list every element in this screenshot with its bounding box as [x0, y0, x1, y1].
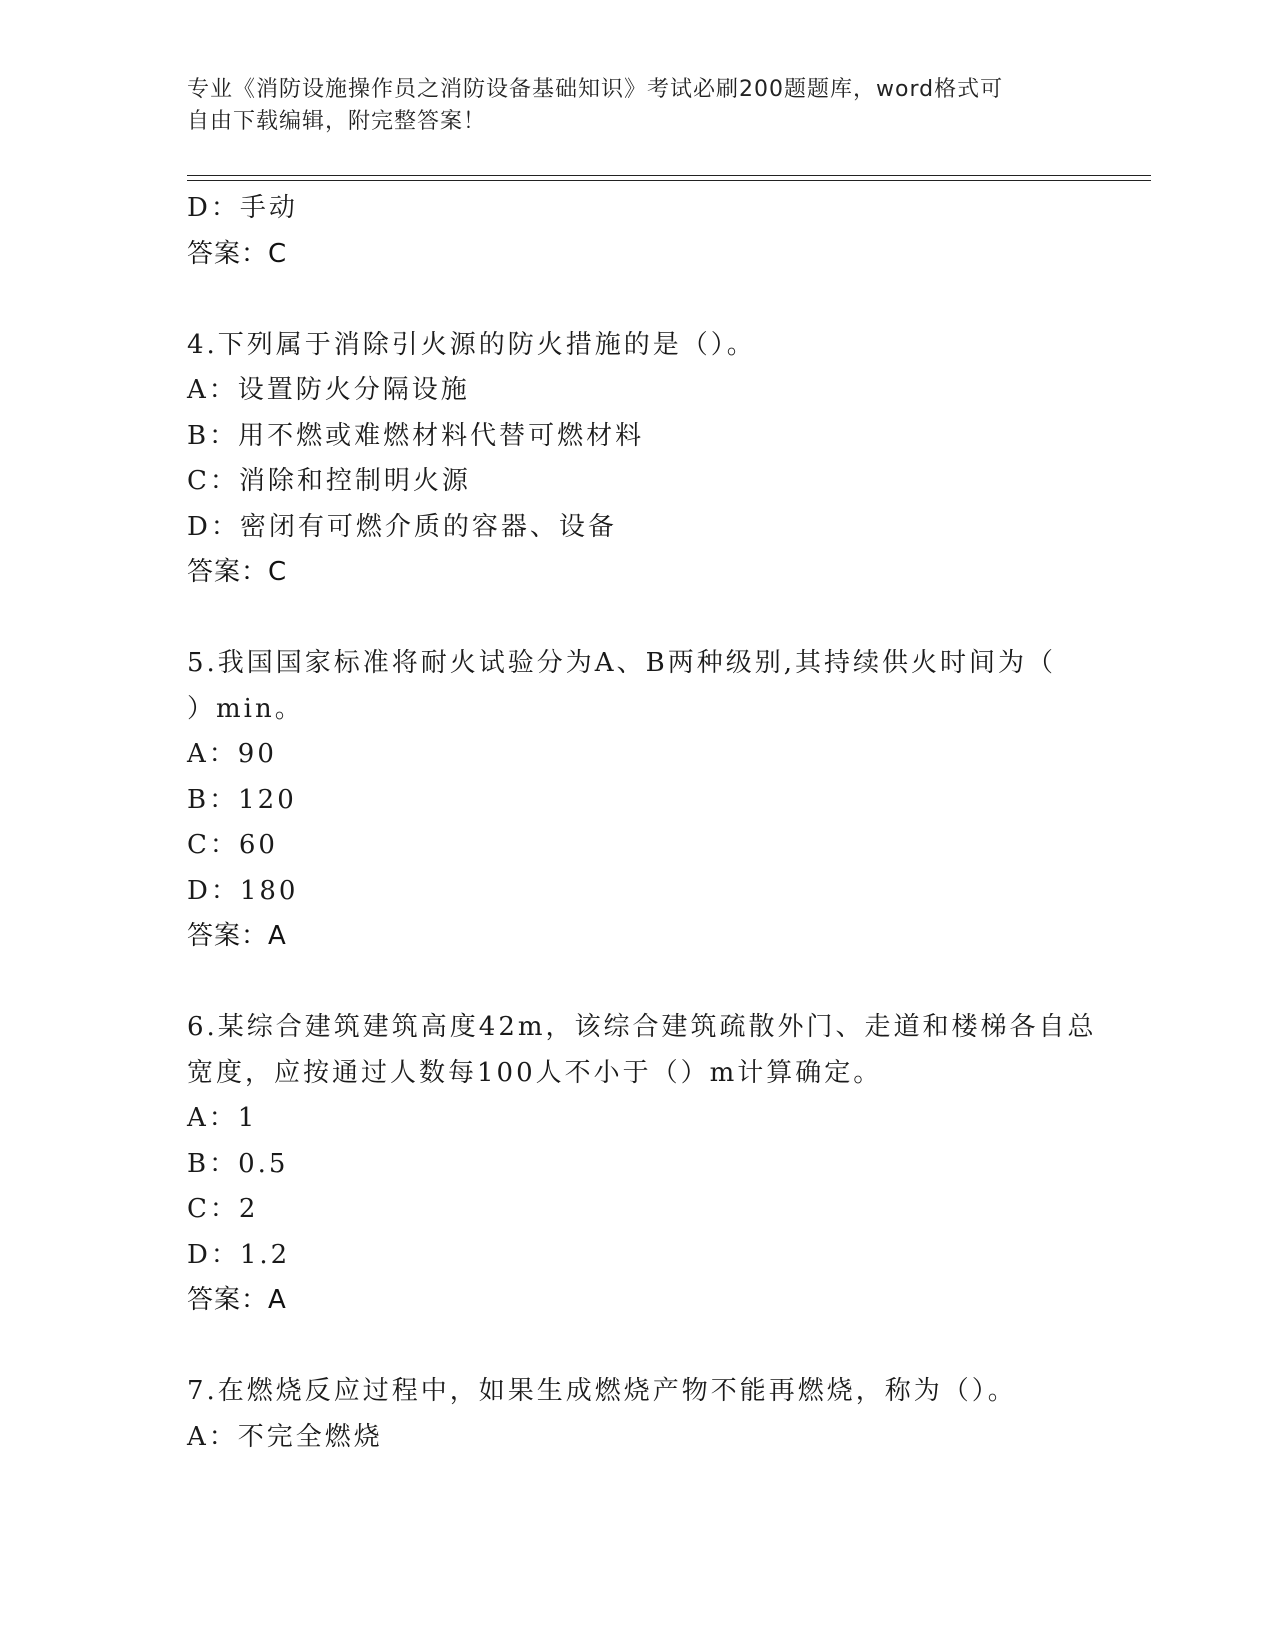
q4-stem: 4.下列属于消除引火源的防火措施的是（）。	[187, 329, 756, 360]
q4-option-c: C：消除和控制明火源	[187, 466, 471, 496]
q3-option-d: D：手动	[187, 193, 298, 223]
q5-option-b: B：120	[187, 784, 297, 815]
q5-stem-line-1: 5.我国国家标准将耐火试验分为A、B两种级别,其持续供火时间为（	[187, 648, 1056, 678]
q5-option-c: C：60	[187, 830, 278, 860]
q6-option-b: B：0.5	[187, 1148, 289, 1179]
q6-answer: 答案：A	[187, 1285, 287, 1315]
q6-stem-line-2: 宽度，应按通过人数每100人不小于（）m计算确定。	[187, 1057, 883, 1088]
q4-answer: 答案：C	[187, 557, 288, 587]
q5-option-d: D：180	[187, 875, 299, 906]
q4-option-a: A：设置防火分隔设施	[187, 375, 470, 405]
spacer	[187, 596, 1087, 642]
spacer	[187, 1324, 1087, 1370]
q7-stem: 7.在燃烧反应过程中，如果生成燃烧产物不能再燃烧，称为（）。	[187, 1376, 1017, 1406]
header-line-1: 专业《消防设施操作员之消防设备基础知识》考试必刷200题题库，word格式可	[187, 77, 1004, 102]
q3-answer: 答案：C	[187, 238, 288, 269]
header-line-2: 自由下载编辑，附完整答案！	[187, 109, 487, 134]
q6-option-a: A：1	[187, 1103, 258, 1133]
q6-option-d: D：1.2	[187, 1239, 291, 1270]
q6-option-c: C：2	[187, 1194, 259, 1224]
question-list	[187, 186, 1097, 1460]
q4-option-b: B：用不燃或难燃材料代替可燃材料	[187, 420, 645, 451]
document-header	[187, 74, 1067, 138]
header-divider-top	[187, 175, 1151, 176]
q6-stem-line-1: 6.某综合建筑建筑高度42m，该综合建筑疏散外门、走道和楼梯各自总	[187, 1012, 1097, 1042]
q5-option-a: A：90	[187, 739, 277, 769]
spacer	[187, 277, 1087, 323]
q4-option-d: D：密闭有可燃介质的容器、设备	[187, 511, 617, 542]
spacer	[187, 960, 1087, 1006]
header-divider-bottom	[187, 180, 1151, 181]
q5-answer: 答案：A	[187, 921, 287, 951]
q5-stem-line-2: ）min。	[187, 693, 304, 724]
q7-option-a: A：不完全燃烧	[187, 1421, 383, 1452]
